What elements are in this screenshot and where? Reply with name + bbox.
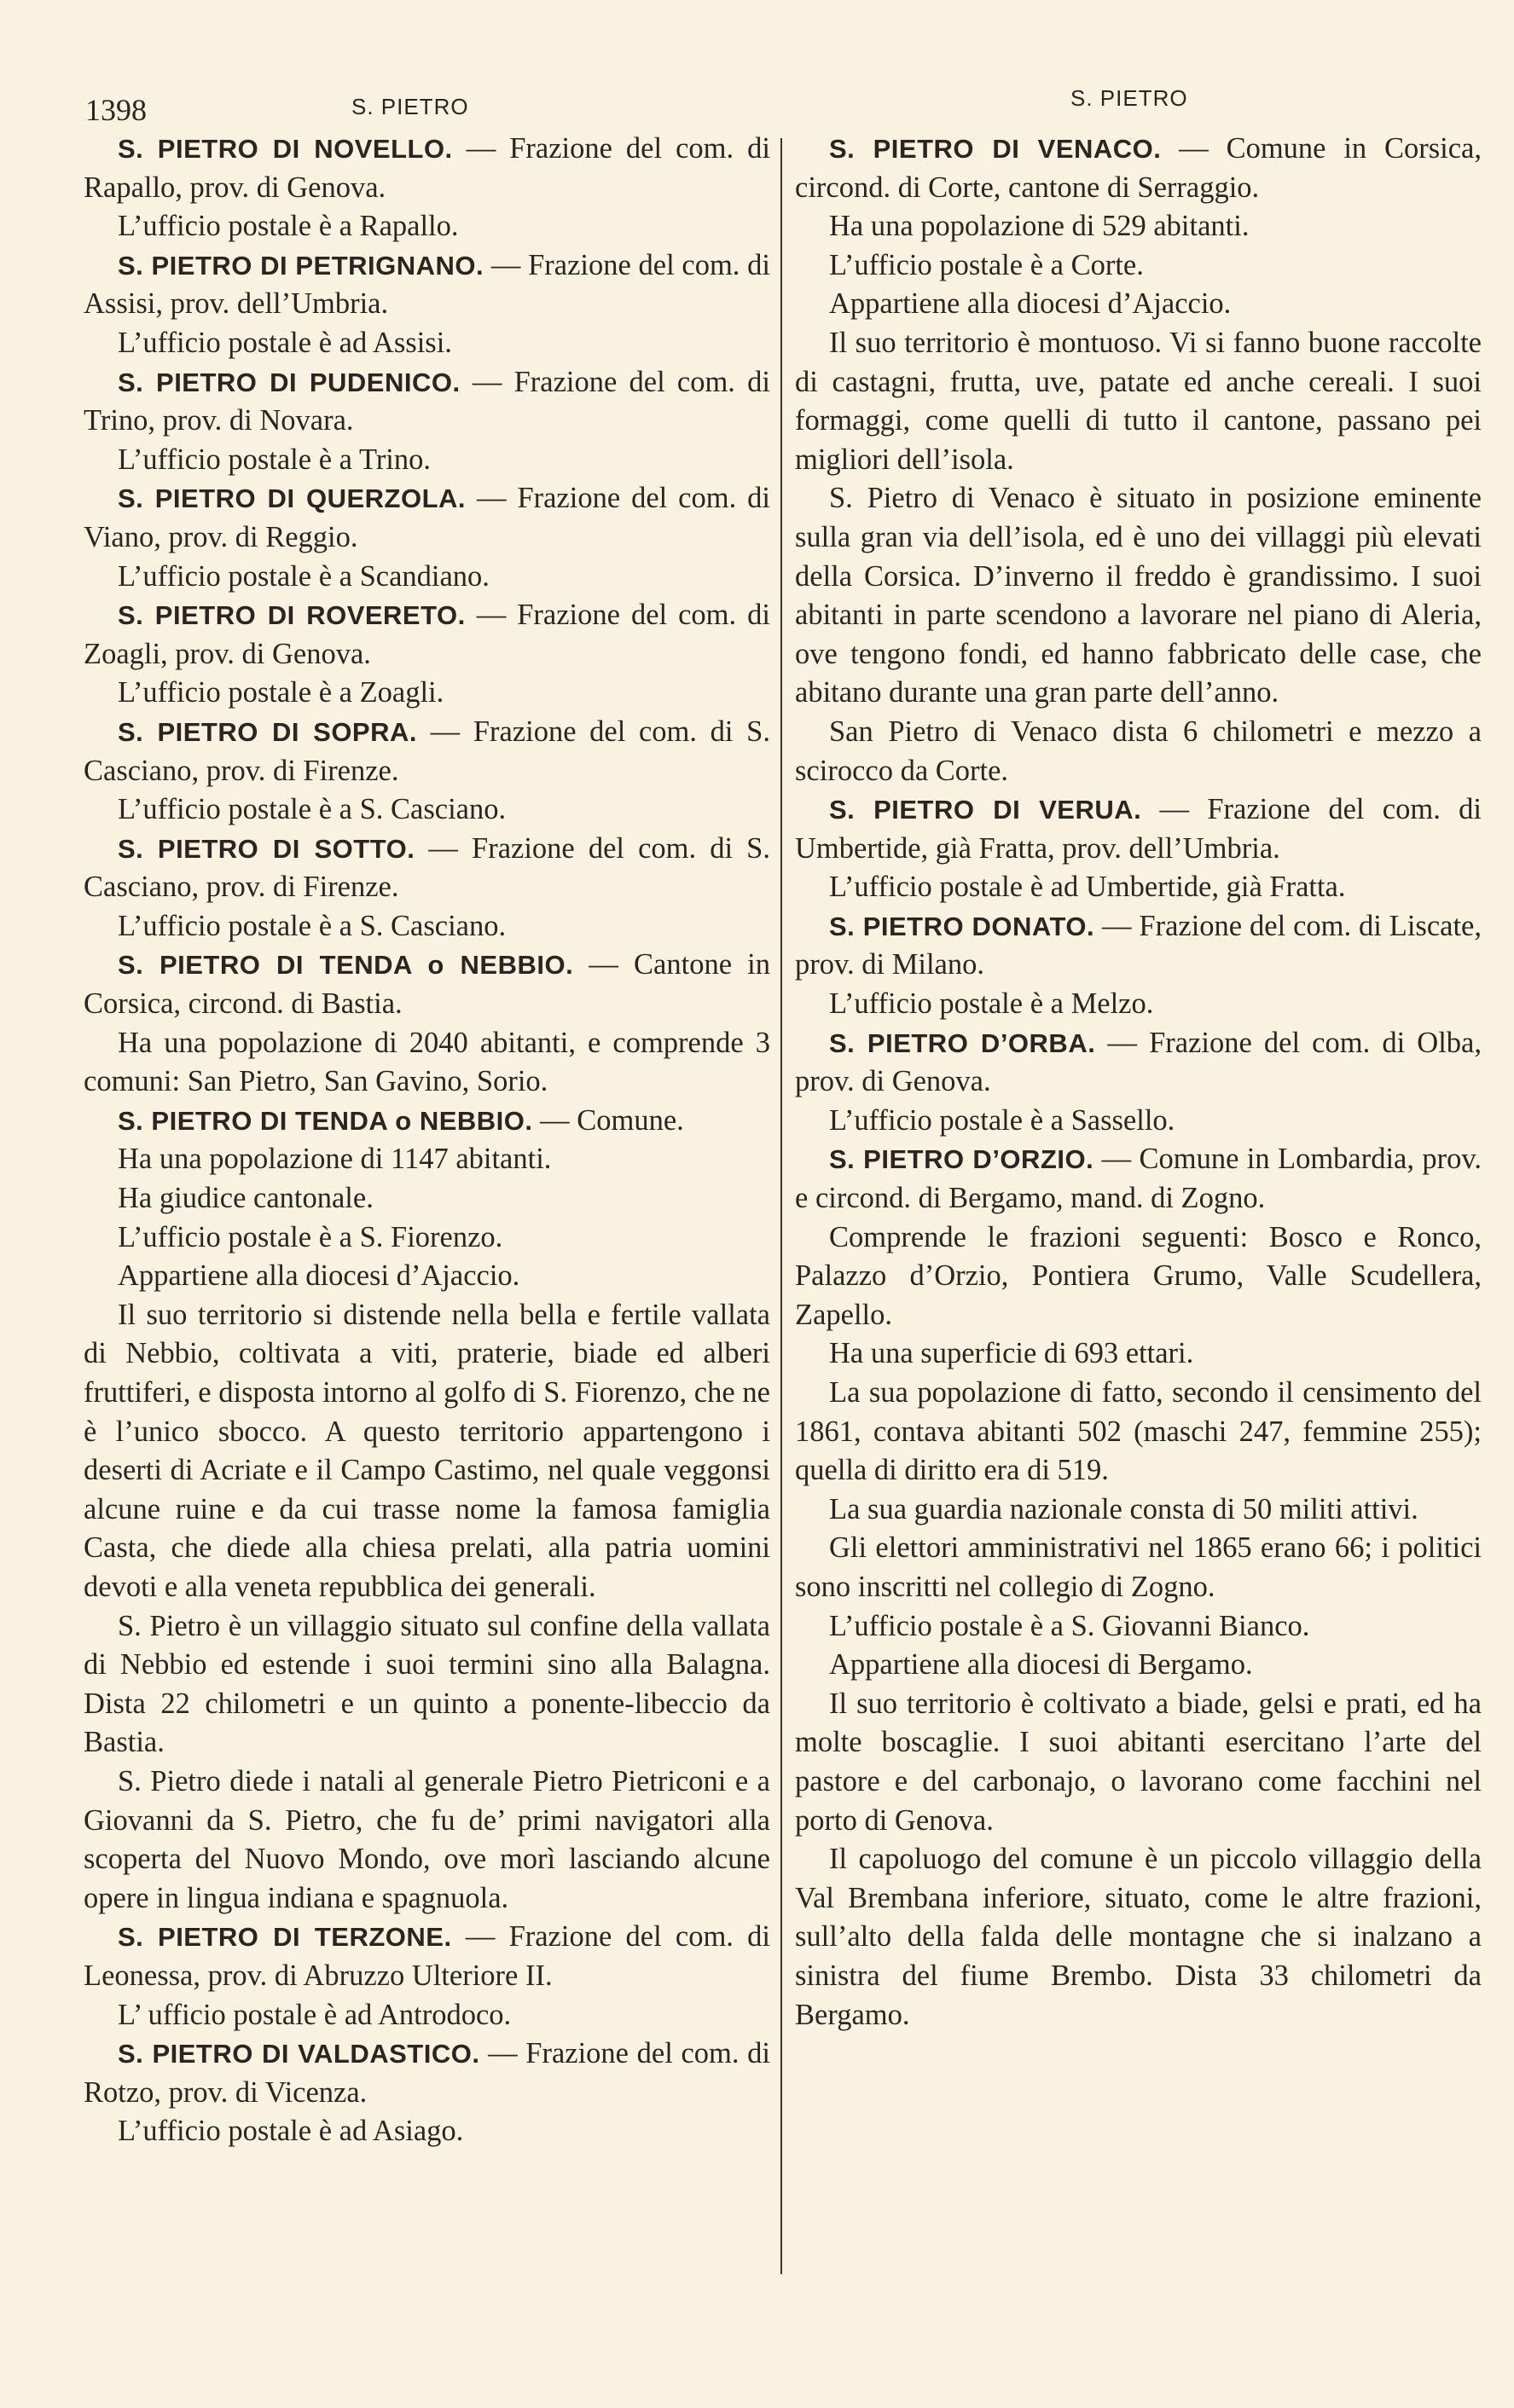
gazetteer-entry (84, 1102, 770, 1141)
entry-paragraph: L’ufficio postale è a Scandiano. (118, 559, 490, 593)
left-column (84, 130, 770, 2151)
entry-paragraph: L’ ufficio postale è ad Antrodoco. (118, 1998, 512, 2031)
entry-title: S. PIETRO DI TERZONE. (118, 1922, 452, 1953)
gazetteer-entry (84, 946, 770, 1023)
entry-title: S. PIETRO DI NOVELLO. (118, 134, 453, 164)
entry-definition: — Frazione del com. di Zoagli, prov. di Genova. (84, 599, 770, 670)
entry-title: S. PIETRO D’ORZIO. (829, 1144, 1094, 1175)
entry-paragraph: Ha una popolazione di 1147 abitanti. (118, 1143, 552, 1176)
page-number: 1398 (85, 93, 147, 127)
entry-paragraph: Gli elettori amministrativi nel 1865 erano 66; i politici sono inscritti nel collegio di Zogno. (795, 1531, 1482, 1603)
entry-paragraph: S. Pietro di Venaco è situato in posizione eminente sulla gran via dell’isola, ed è uno dei villaggi più elevati della Corsica. D’inverno il freddo è grandissimo. I suoi abitanti in parte scendono a lavorare nel piano di Aleria, ove tengono fondi, ed hanno fabbricato delle case, che abitano durante una gran parte dell’anno. (795, 482, 1482, 709)
entry-definition: — Frazione del com. di Leonessa, prov. di Abruzzo Ulteriore II. (84, 1920, 770, 1992)
entry-paragraph: Il suo territorio è coltivato a biade, gelsi e prati, ed ha molte boscaglie. I suoi abitanti esercitano l’arte del pastore e del carbonajo, o lavorano come facchini nel porto di Genova. (795, 1687, 1482, 1837)
gazetteer-entry (795, 907, 1482, 985)
entry-definition: — Frazione del com. di Rotzo, prov. di Vicenza. (84, 2037, 770, 2109)
entry-paragraph: L’ufficio postale è a S. Casciano. (118, 909, 507, 942)
gazetteer-entry (795, 130, 1482, 207)
entry-paragraph: L’ufficio postale è ad Assisi. (118, 326, 452, 359)
entry-definition: — Frazione del com. di Trino, prov. di Novara. (84, 365, 770, 437)
entry-paragraph: S. Pietro è un villaggio situato sul confine della vallata di Nebbio ed estende i suoi termini sino alla Balagna. Dista 22 chilometri e un quinto a ponente-libeccio da Bastia. (84, 1609, 770, 1759)
gazetteer-entry (84, 1918, 770, 1995)
entry-definition: — Frazione del com. di Rapallo, prov. di Genova. (84, 132, 770, 204)
entry-paragraph: L’ufficio postale è a Corte. (829, 248, 1144, 281)
entry-paragraph: Appartiene alla diocesi di Bergamo. (829, 1648, 1253, 1682)
entry-definition: — Comune in Lombardia, prov. e circond. di Bergamo, mand. di Zogno. (795, 1143, 1482, 1215)
entry-paragraph: L’ufficio postale è a S. Giovanni Bianco. (829, 1609, 1310, 1642)
running-head-right: S. PIETRO (1070, 85, 1188, 111)
entry-definition: — Frazione del com. di Assisi, prov. dell’Umbria. (84, 248, 770, 321)
entry-paragraph: S. Pietro diede i natali al generale Pietro Pietriconi e a Giovanni da S. Pietro, che fu de’ primi navigatori alla scoperta del Nuovo Mondo, ove morì lasciando alcune opere in lingua indiana e spagnuola. (84, 1764, 770, 1914)
gazetteer-entry (84, 130, 770, 207)
entry-paragraph: Il capoluogo del comune è un piccolo villaggio della Val Brembana inferiore, situato, come le altre frazioni, sull’alto della falda delle montagne che si inalzano a sinistra del fiume Brembo. Dista 33 chilometri da Bergamo. (795, 1843, 1482, 2031)
gazetteer-entry (84, 363, 770, 441)
entry-title: S. PIETRO DONATO. (829, 911, 1095, 941)
entry-paragraph: L’ufficio postale è ad Umbertide, già Fratta. (829, 871, 1346, 904)
entry-title: S. PIETRO DI PUDENICO. (118, 367, 461, 397)
entry-title: S. PIETRO DI SOTTO. (118, 833, 415, 864)
entry-paragraph: Ha una popolazione di 2040 abitanti, e comprende 3 comuni: San Pietro, San Gavino, Sorio. (84, 1026, 770, 1098)
gazetteer-entry (795, 1140, 1482, 1218)
entry-definition: — Cantone in Corsica, circond. di Bastia. (84, 948, 771, 1021)
entry-paragraph: L’ufficio postale è a Rapallo. (118, 210, 459, 243)
entry-title: S. PIETRO DI SOPRA. (118, 716, 417, 747)
entry-paragraph: L’ufficio postale è a Sassello. (829, 1103, 1175, 1137)
gazetteer-entry (84, 830, 770, 907)
entry-definition: — Comune in Corsica, circond. di Corte, cantone di Serraggio. (795, 132, 1482, 204)
entry-definition: — Frazione del com. di Olba, prov. di Genova. (795, 1026, 1482, 1098)
entry-paragraph: La sua popolazione di fatto, secondo il censimento del 1861, contava abitanti 502 (maschi 247, femmine 255); quella di diritto era di 519. (795, 1376, 1482, 1487)
entry-paragraph: Ha una popolazione di 529 abitanti. (829, 210, 1250, 243)
gazetteer-entry (795, 1024, 1482, 1102)
entry-definition: — Comune. (532, 1103, 684, 1137)
gazetteer-entry (84, 479, 770, 557)
gazetteer-entry (795, 790, 1482, 868)
gazetteer-entry (84, 246, 770, 324)
entry-paragraph: L’ufficio postale è a S. Fiorenzo. (118, 1220, 503, 1253)
entry-paragraph: Il suo territorio si distende nella bella e fertile vallata di Nebbio, coltivata a viti, praterie, biade ed alberi fruttiferi, e disposta intorno al golfo di S. Fiorenzo, che ne è l’unico sbocco. A questo territorio appartengono i deserti di Acriate e il Campo Castimo, nel quale veggonsi alcune ruine e da cui trasse nome la famosa famiglia Casta, che diede alla chiesa prelati, alla patria uomini devoti e alla veneta repubblica dei generali. (84, 1298, 770, 1603)
entry-paragraph: San Pietro di Venaco dista 6 chilometri e mezzo a scirocco da Corte. (795, 715, 1482, 787)
entry-paragraph: Ha una superficie di 693 ettari. (829, 1337, 1194, 1370)
entry-title: S. PIETRO DI VERUA. (829, 795, 1142, 825)
column-rule (780, 138, 782, 2274)
entry-paragraph: L’ufficio postale è a Melzo. (829, 987, 1154, 1021)
entry-title: S. PIETRO DI QUERZOLA. (118, 483, 467, 514)
running-head-left: S. PIETRO (351, 94, 469, 119)
entry-title: S. PIETRO DI VENACO. (829, 134, 1162, 164)
entry-paragraph: Appartiene alla diocesi d’Ajaccio. (118, 1259, 520, 1293)
entry-title: S. PIETRO DI PETRIGNANO. (118, 250, 484, 281)
entry-paragraph: L’ufficio postale è a Trino. (118, 443, 432, 476)
entry-paragraph: L’ufficio postale è ad Asiago. (118, 2115, 464, 2148)
right-column (795, 130, 1482, 2035)
entry-definition: — Frazione del com. di S. Casciano, prov. di Firenze. (84, 831, 770, 904)
entry-paragraph: Appartiene alla diocesi d’Ajaccio. (829, 287, 1232, 321)
gazetteer-entry (84, 596, 770, 674)
gazetteer-entry (84, 713, 770, 790)
entry-paragraph: L’ufficio postale è a S. Casciano. (118, 793, 507, 826)
entry-definition: — Frazione del com. di Viano, prov. di Reggio. (84, 482, 770, 553)
entry-definition: — Frazione del com. di S. Casciano, prov. di Firenze. (84, 715, 770, 787)
entry-definition: — Frazione del com. di Umbertide, già Fratta, prov. dell’Umbria. (795, 793, 1482, 865)
entry-title: S. PIETRO DI VALDASTICO. (118, 2039, 480, 2069)
entry-paragraph: Ha giudice cantonale. (118, 1182, 374, 1215)
entry-paragraph: L’ufficio postale è a Zoagli. (118, 676, 444, 709)
entry-definition: — Frazione del com. di Liscate, prov. di Milano. (795, 909, 1482, 981)
gazetteer-entry (84, 2035, 770, 2112)
entry-title: S. PIETRO D’ORBA. (829, 1027, 1096, 1058)
entry-title: S. PIETRO DI TENDA o NEBBIO. (118, 1105, 533, 1136)
entry-title: S. PIETRO DI ROVERETO. (118, 600, 466, 631)
entry-paragraph: La sua guardia nazionale consta di 50 militi attivi. (829, 1492, 1418, 1525)
entry-paragraph: Comprende le frazioni seguenti: Bosco e Ronco, Palazzo d’Orzio, Pontiera Grumo, Valle Scudellera, Zapello. (795, 1220, 1482, 1331)
entry-title: S. PIETRO DI TENDA o NEBBIO. (118, 950, 574, 981)
entry-paragraph: Il suo territorio è montuoso. Vi si fanno buone raccolte di castagni, frutta, uve, patate ed anche cereali. I suoi formaggi, come quelli di tutto il cantone, passano pei migliori dell’isola. (795, 326, 1482, 476)
